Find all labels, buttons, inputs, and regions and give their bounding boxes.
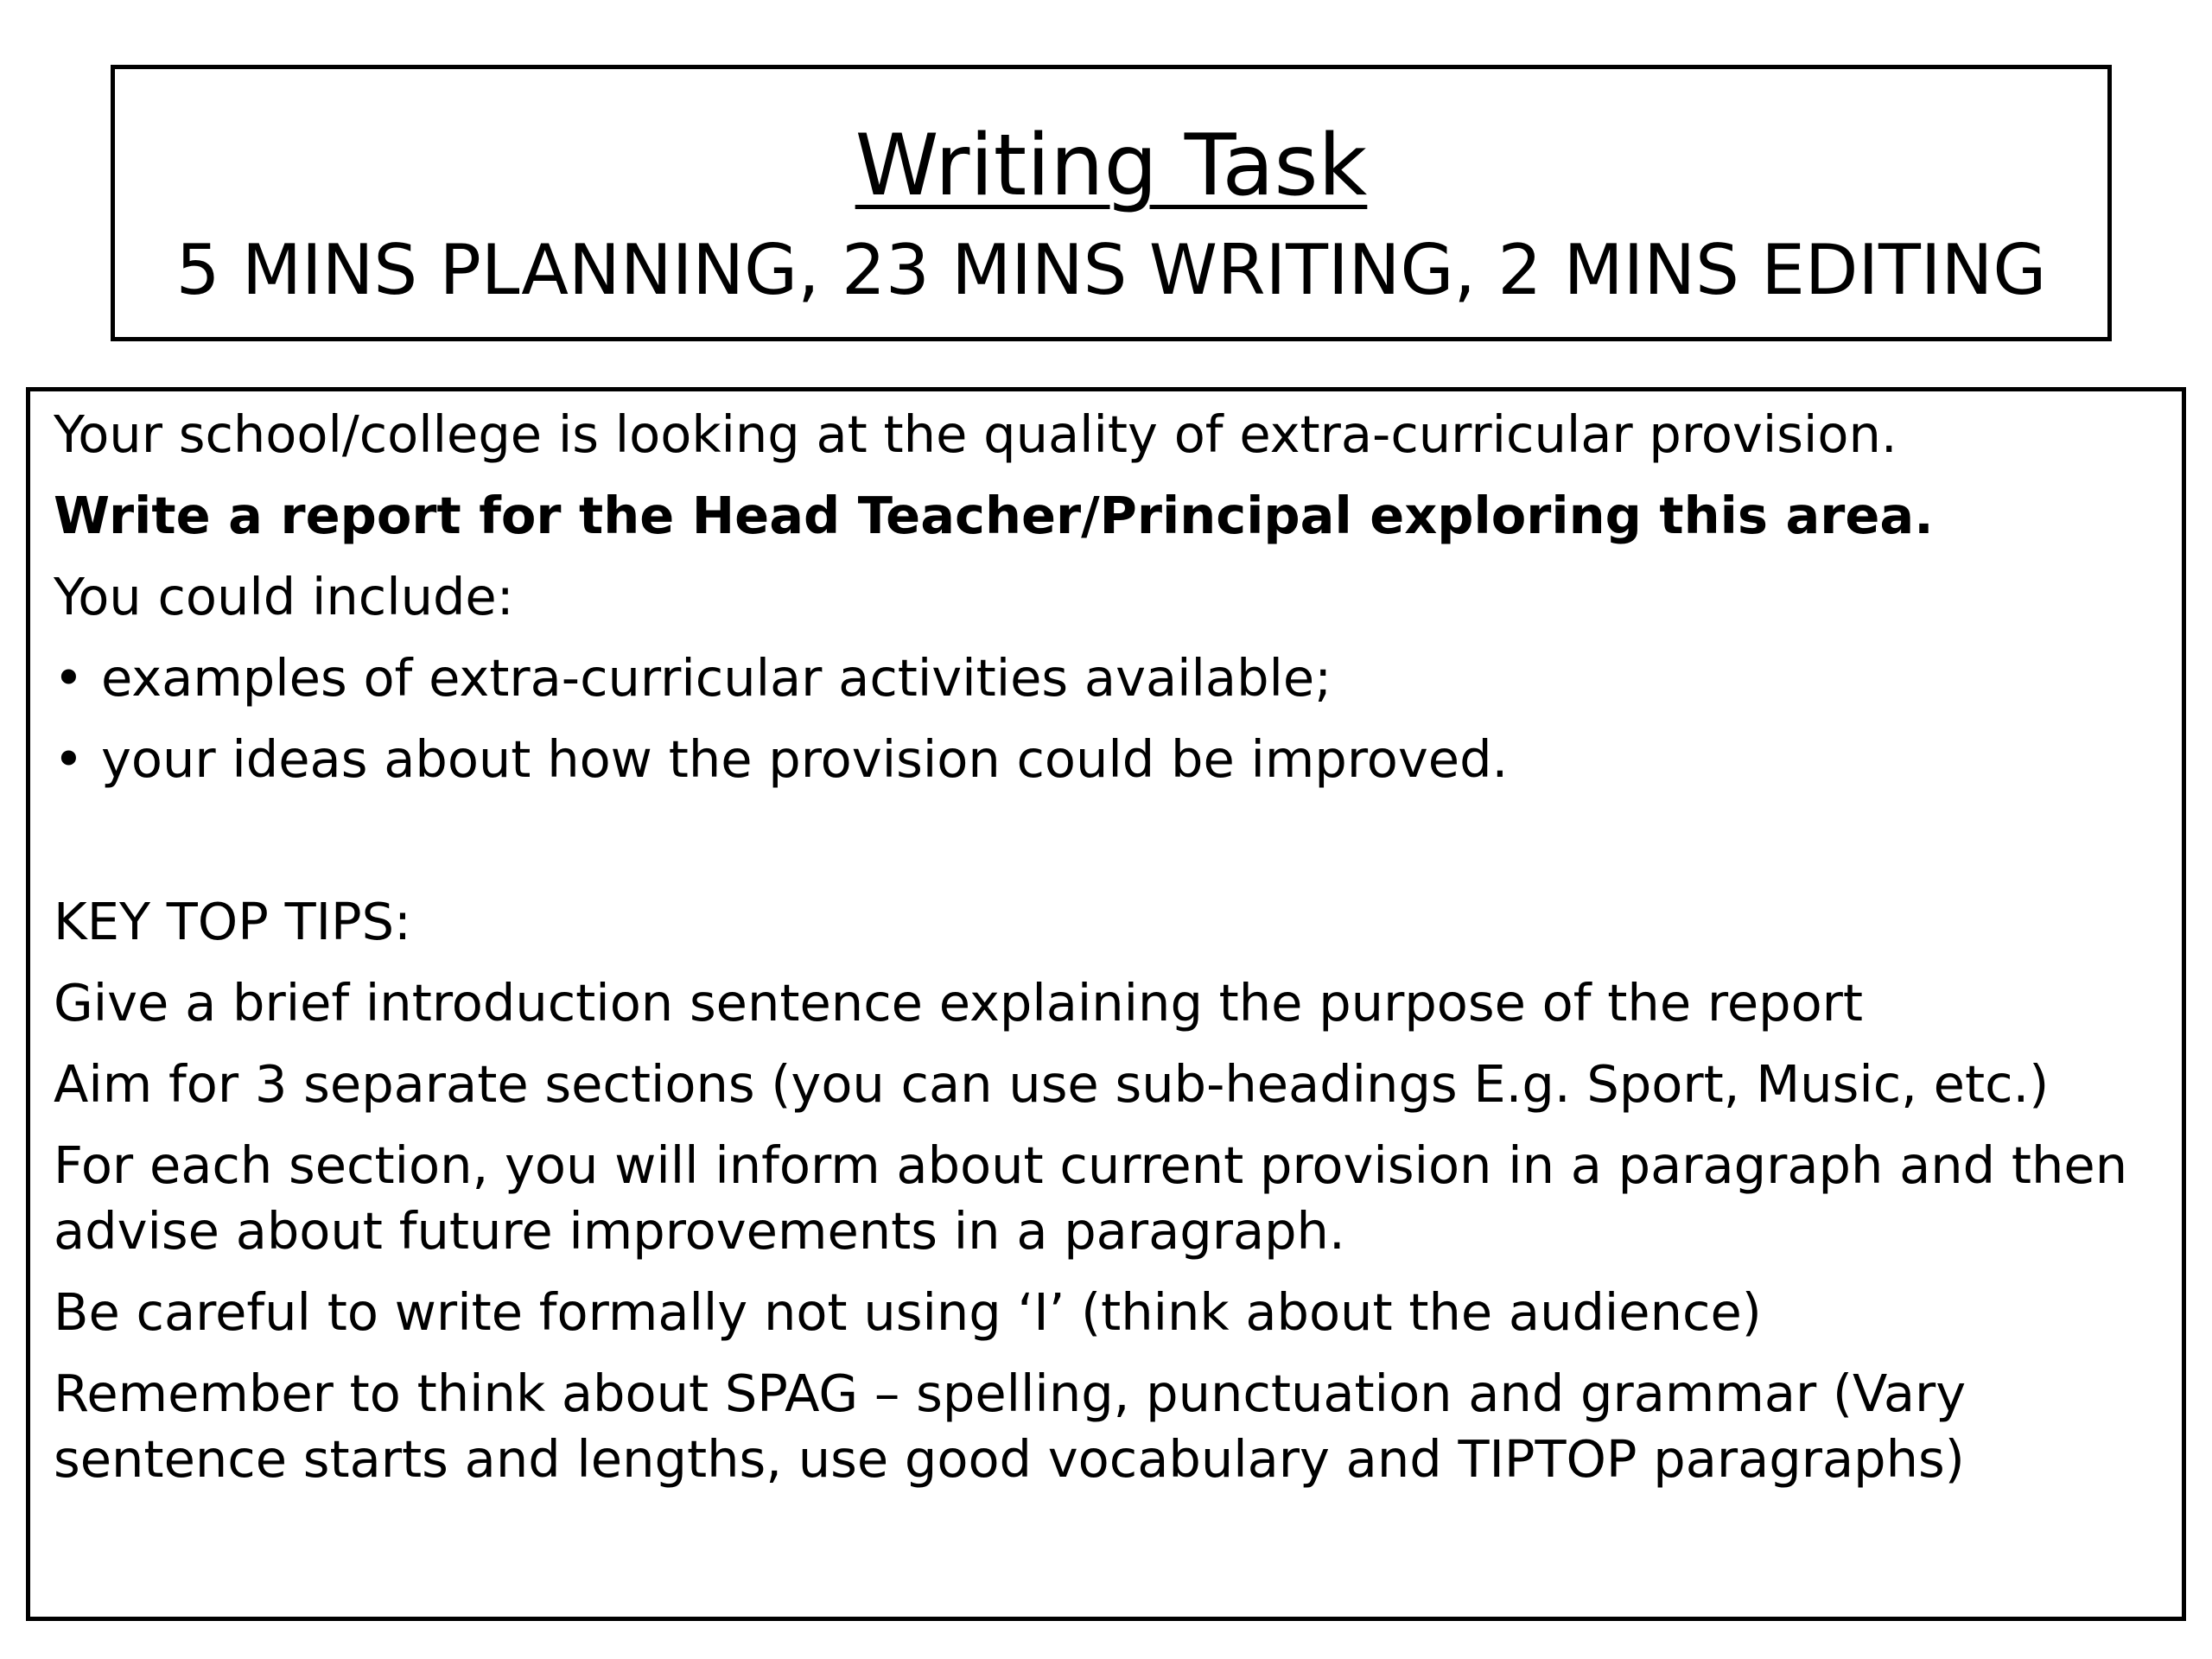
- tip-item: For each section, you will inform about current provision in a paragraph and then advise about future improvements in a paragraph.: [54, 1135, 2128, 1261]
- include-label: You could include:: [54, 567, 514, 626]
- time-allocation: 5 MINS PLANNING, 23 MINS WRITING, 2 MINS EDITING: [175, 230, 2047, 310]
- list-item: [54, 645, 2164, 711]
- bullet-icon: •: [54, 729, 84, 789]
- tip-item: Aim for 3 separate sections (you can use sub-headings E.g. Sport, Music, etc.): [54, 1054, 2050, 1114]
- list-item: [54, 727, 2164, 792]
- page-title: Writing Task: [855, 117, 1368, 215]
- bullet-icon: •: [54, 648, 84, 708]
- tip-item: Be careful to write formally not using ‘I’ (think about the audience): [54, 1282, 1762, 1342]
- tip-item: Give a brief introduction sentence explaining the purpose of the report: [54, 973, 1864, 1033]
- tip-item: Remember to think about SPAG – spelling, punctuation and grammar (Vary sentence starts and lengths, use good vocabulary and TIPTOP paragraphs): [54, 1363, 1967, 1489]
- tips-heading: KEY TOP TIPS:: [54, 892, 411, 951]
- spacer: [54, 792, 2164, 874]
- task-context: Your school/college is looking at the quality of extra-curricular provision.: [54, 404, 1897, 464]
- task-instruction: Write a report for the Head Teacher/Principal exploring this area.: [54, 486, 1934, 545]
- list-item-text: examples of extra-curricular activities available;: [101, 648, 1332, 708]
- header-box: [111, 65, 2112, 341]
- list-item-text: your ideas about how the provision could be improved.: [101, 729, 1509, 789]
- task-box: [26, 387, 2186, 1621]
